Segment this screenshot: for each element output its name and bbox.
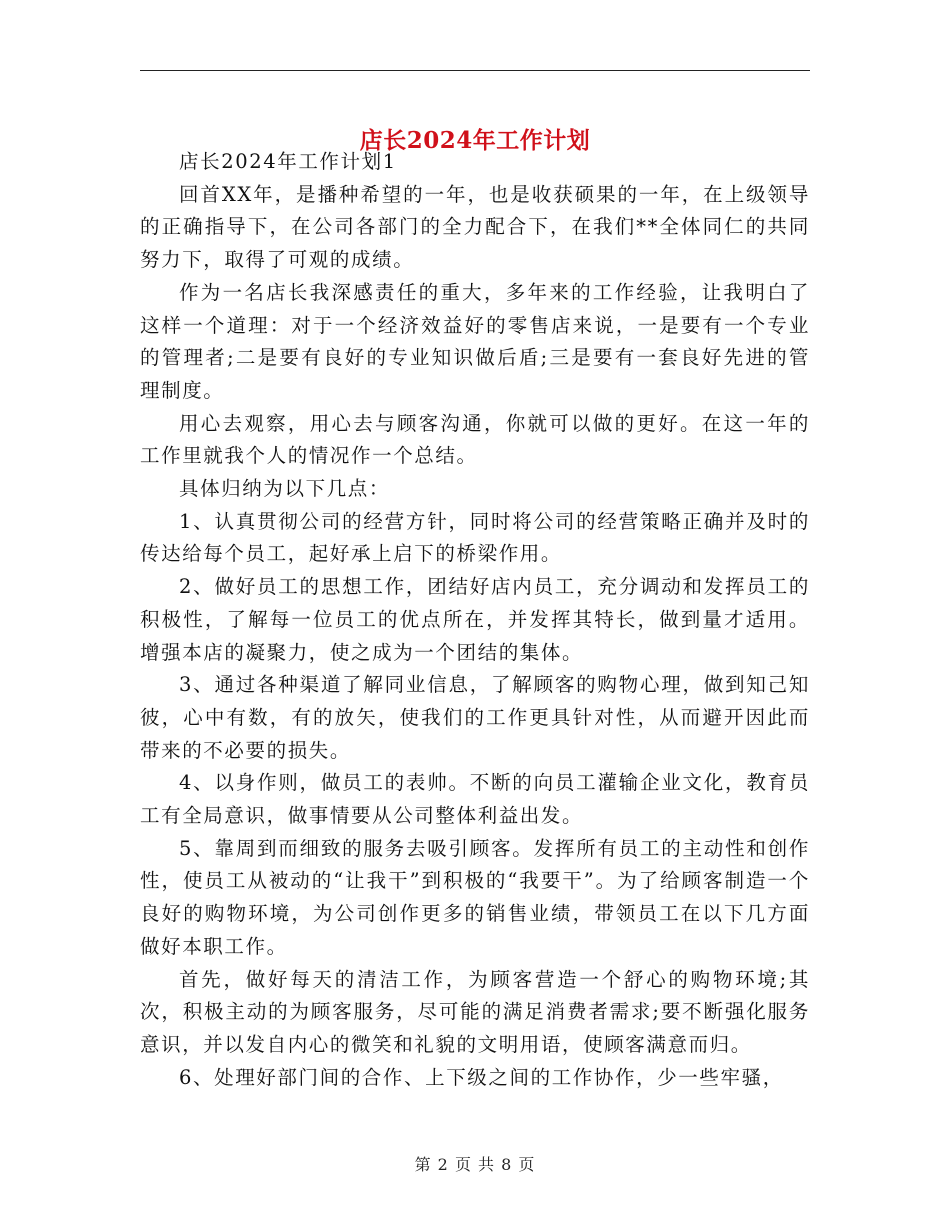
paragraph: 3、通过各种渠道了解同业信息，了解顾客的购物心理，做到知己知彼，心中有数，有的放矢，使我们的工作更具针对性，从而避开因此而带来的不必要的损失。 — [140, 673, 810, 762]
page-number: 第 2 页 共 8 页 — [414, 1155, 536, 1174]
paragraph: 作为一名店长我深感责任的重大，多年来的工作经验，让我明白了这样一个道理：对于一个经济效益好的零售店来说，一是要有一个专业的管理者;二是要有良好的专业知识做后盾;三是要有一套良好先进的管理制度。 — [140, 280, 810, 402]
paragraph: 2、做好员工的思想工作，团结好店内员工，充分调动和发挥员工的积极性，了解每一位员工的优点所在，并发挥其特长，做到量才适用。增强本店的凝聚力，使之成为一个团结的集体。 — [140, 575, 810, 664]
document-title: 店长2024年工作计划 — [359, 127, 591, 155]
paragraph: 用心去观察，用心去与顾客沟通，你就可以做的更好。在这一年的工作里就我个人的情况作一个总结。 — [140, 411, 810, 468]
paragraph: 5、靠周到而细致的服务去吸引顾客。发挥所有员工的主动性和创作性，使员工从被动的“让我干”到积极的“我要干”。为了给顾客制造一个良好的购物环境，为公司创作更多的销售业绩，带领员工在以下几方面做好本职工作。 — [140, 836, 810, 958]
paragraph: 回首XX年，是播种希望的一年，也是收获硕果的一年，在上级领导的正确指导下，在公司各部门的全力配合下，在我们**全体同仁的共同努力下，取得了可观的成绩。 — [140, 182, 810, 272]
header-rule — [140, 70, 810, 71]
paragraph: 具体归纳为以下几点： — [179, 477, 391, 501]
paragraph: 6、处理好部门间的合作、上下级之间的工作协作，少一些牢骚， — [179, 1065, 784, 1089]
document-body — [140, 146, 810, 1094]
paragraph: 1、认真贯彻公司的经营方针，同时将公司的经营策略正确并及时的传达给每个员工，起好承上启下的桥梁作用。 — [140, 509, 810, 566]
paragraph-subtitle: 店长2024年工作计划1 — [179, 150, 397, 173]
paragraph: 首先，做好每天的清洁工作，为顾客营造一个舒心的购物环境;其次，积极主动的为顾客服务，尽可能的满足消费者需求;要不断强化服务意识，并以发自内心的微笑和礼貌的文明用语，使顾客满意而归。 — [140, 967, 810, 1056]
paragraph: 4、以身作则，做员工的表帅。不断的向员工灌输企业文化，教育员工有全局意识，做事情要从公司整体利益出发。 — [140, 771, 810, 828]
